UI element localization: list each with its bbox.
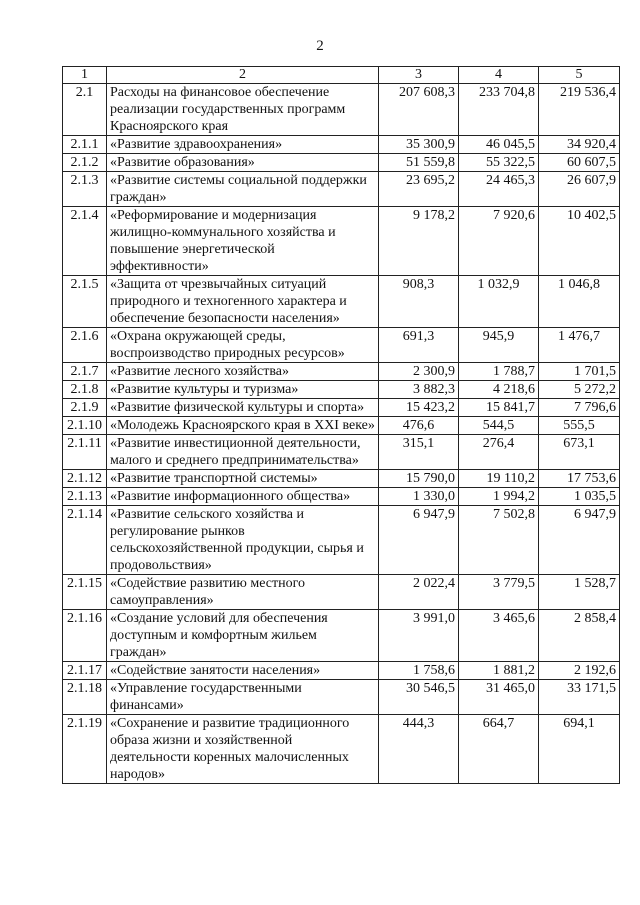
row-value-4: 15 841,7 — [459, 399, 539, 417]
row-name: «Развитие физической культуры и спорта» — [107, 399, 379, 417]
row-value-3: 2 300,9 — [379, 363, 459, 381]
row-value-5: 694,1 — [539, 715, 620, 784]
row-value-5: 10 402,5 — [539, 207, 620, 276]
row-code: 2.1.17 — [63, 662, 107, 680]
row-code: 2.1.5 — [63, 276, 107, 328]
row-value-4: 55 322,5 — [459, 154, 539, 172]
row-name: «Защита от чрезвычайных ситуаций природного и техногенного характера и обеспечение безопасности населения» — [107, 276, 379, 328]
table-row — [63, 610, 620, 662]
row-value-4: 1 994,2 — [459, 488, 539, 506]
row-value-5: 673,1 — [539, 435, 620, 470]
row-value-3: 444,3 — [379, 715, 459, 784]
row-value-5: 34 920,4 — [539, 136, 620, 154]
table-row — [63, 417, 620, 435]
row-value-3: 908,3 — [379, 276, 459, 328]
row-value-5: 33 171,5 — [539, 680, 620, 715]
budget-table — [62, 66, 620, 784]
row-value-5: 5 272,2 — [539, 381, 620, 399]
row-value-3: 207 608,3 — [379, 84, 459, 136]
row-code: 2.1.6 — [63, 328, 107, 363]
row-name: «Развитие сельского хозяйства и регулирование рынков сельскохозяйственной продукции, сырья и продовольствия» — [107, 506, 379, 575]
row-name: «Развитие здравоохранения» — [107, 136, 379, 154]
row-code: 2.1.7 — [63, 363, 107, 381]
row-value-5: 1 035,5 — [539, 488, 620, 506]
row-value-5: 1 046,8 — [539, 276, 620, 328]
row-code: 2.1.15 — [63, 575, 107, 610]
table-row — [63, 680, 620, 715]
column-header-value-3: 3 — [379, 67, 459, 84]
row-name: «Молодежь Красноярского края в XXI веке» — [107, 417, 379, 435]
header-row — [63, 67, 620, 84]
row-name: Расходы на финансовое обеспечение реализации государственных программ Красноярского края — [107, 84, 379, 136]
row-value-5: 555,5 — [539, 417, 620, 435]
row-value-5: 60 607,5 — [539, 154, 620, 172]
row-name: «Развитие инвестиционной деятельности, малого и среднего предпринимательства» — [107, 435, 379, 470]
row-value-5: 6 947,9 — [539, 506, 620, 575]
row-code: 2.1.16 — [63, 610, 107, 662]
row-code: 2.1.10 — [63, 417, 107, 435]
row-value-4: 1 788,7 — [459, 363, 539, 381]
row-value-3: 51 559,8 — [379, 154, 459, 172]
row-value-3: 1 330,0 — [379, 488, 459, 506]
column-header-value-5: 5 — [539, 67, 620, 84]
row-value-4: 276,4 — [459, 435, 539, 470]
row-code: 2.1.9 — [63, 399, 107, 417]
row-value-3: 9 178,2 — [379, 207, 459, 276]
column-header-name: 2 — [107, 67, 379, 84]
table-row — [63, 381, 620, 399]
row-value-4: 233 704,8 — [459, 84, 539, 136]
row-value-4: 4 218,6 — [459, 381, 539, 399]
table-row — [63, 84, 620, 136]
row-name: «Сохранение и развитие традиционного образа жизни и хозяйственной деятельности коренных малочисленных народов» — [107, 715, 379, 784]
table-row — [63, 715, 620, 784]
row-code: 2.1.2 — [63, 154, 107, 172]
row-code: 2.1.3 — [63, 172, 107, 207]
row-value-4: 945,9 — [459, 328, 539, 363]
row-value-5: 2 192,6 — [539, 662, 620, 680]
row-code: 2.1.12 — [63, 470, 107, 488]
row-name: «Развитие лесного хозяйства» — [107, 363, 379, 381]
row-value-5: 17 753,6 — [539, 470, 620, 488]
row-name: «Развитие образования» — [107, 154, 379, 172]
table-row — [63, 154, 620, 172]
row-value-3: 1 758,6 — [379, 662, 459, 680]
row-name: «Управление государственными финансами» — [107, 680, 379, 715]
row-name: «Реформирование и модернизация жилищно-коммунального хозяйства и повышение энергетической эффективности» — [107, 207, 379, 276]
row-value-4: 1 881,2 — [459, 662, 539, 680]
row-code: 2.1.13 — [63, 488, 107, 506]
row-name: «Содействие занятости населения» — [107, 662, 379, 680]
table-row — [63, 435, 620, 470]
row-value-4: 664,7 — [459, 715, 539, 784]
row-value-5: 1 476,7 — [539, 328, 620, 363]
row-value-4: 19 110,2 — [459, 470, 539, 488]
row-code: 2.1.4 — [63, 207, 107, 276]
row-value-3: 23 695,2 — [379, 172, 459, 207]
row-value-3: 3 991,0 — [379, 610, 459, 662]
row-code: 2.1.8 — [63, 381, 107, 399]
row-value-3: 2 022,4 — [379, 575, 459, 610]
row-name: «Развитие культуры и туризма» — [107, 381, 379, 399]
row-name: «Развитие информационного общества» — [107, 488, 379, 506]
table-row — [63, 575, 620, 610]
row-value-3: 3 882,3 — [379, 381, 459, 399]
row-value-4: 1 032,9 — [459, 276, 539, 328]
table-row — [63, 363, 620, 381]
row-value-5: 1 701,5 — [539, 363, 620, 381]
row-code: 2.1 — [63, 84, 107, 136]
table-row — [63, 662, 620, 680]
table-row — [63, 276, 620, 328]
row-name: «Развитие транспортной системы» — [107, 470, 379, 488]
row-value-4: 3 465,6 — [459, 610, 539, 662]
row-value-3: 6 947,9 — [379, 506, 459, 575]
page-number: 2 — [316, 38, 324, 54]
row-value-4: 24 465,3 — [459, 172, 539, 207]
row-value-3: 15 790,0 — [379, 470, 459, 488]
row-value-3: 315,1 — [379, 435, 459, 470]
row-value-5: 26 607,9 — [539, 172, 620, 207]
row-value-5: 7 796,6 — [539, 399, 620, 417]
row-value-3: 476,6 — [379, 417, 459, 435]
table-row — [63, 328, 620, 363]
table-row — [63, 207, 620, 276]
row-value-4: 31 465,0 — [459, 680, 539, 715]
row-value-5: 2 858,4 — [539, 610, 620, 662]
row-value-3: 30 546,5 — [379, 680, 459, 715]
table-row — [63, 488, 620, 506]
column-header-value-4: 4 — [459, 67, 539, 84]
row-value-4: 7 920,6 — [459, 207, 539, 276]
table-row — [63, 136, 620, 154]
row-name: «Содействие развитию местного самоуправления» — [107, 575, 379, 610]
row-code: 2.1.18 — [63, 680, 107, 715]
row-code: 2.1.1 — [63, 136, 107, 154]
row-value-3: 35 300,9 — [379, 136, 459, 154]
row-name: «Создание условий для обеспечения доступным и комфортным жильем граждан» — [107, 610, 379, 662]
table-row — [63, 172, 620, 207]
row-value-5: 1 528,7 — [539, 575, 620, 610]
row-value-3: 691,3 — [379, 328, 459, 363]
column-header-code: 1 — [63, 67, 107, 84]
row-value-4: 46 045,5 — [459, 136, 539, 154]
row-value-5: 219 536,4 — [539, 84, 620, 136]
row-name: «Охрана окружающей среды, воспроизводство природных ресурсов» — [107, 328, 379, 363]
table-row — [63, 399, 620, 417]
row-code: 2.1.11 — [63, 435, 107, 470]
row-value-3: 15 423,2 — [379, 399, 459, 417]
row-value-4: 544,5 — [459, 417, 539, 435]
row-code: 2.1.14 — [63, 506, 107, 575]
row-name: «Развитие системы социальной поддержки граждан» — [107, 172, 379, 207]
row-value-4: 7 502,8 — [459, 506, 539, 575]
row-code: 2.1.19 — [63, 715, 107, 784]
table-row — [63, 470, 620, 488]
row-value-4: 3 779,5 — [459, 575, 539, 610]
table-row — [63, 506, 620, 575]
